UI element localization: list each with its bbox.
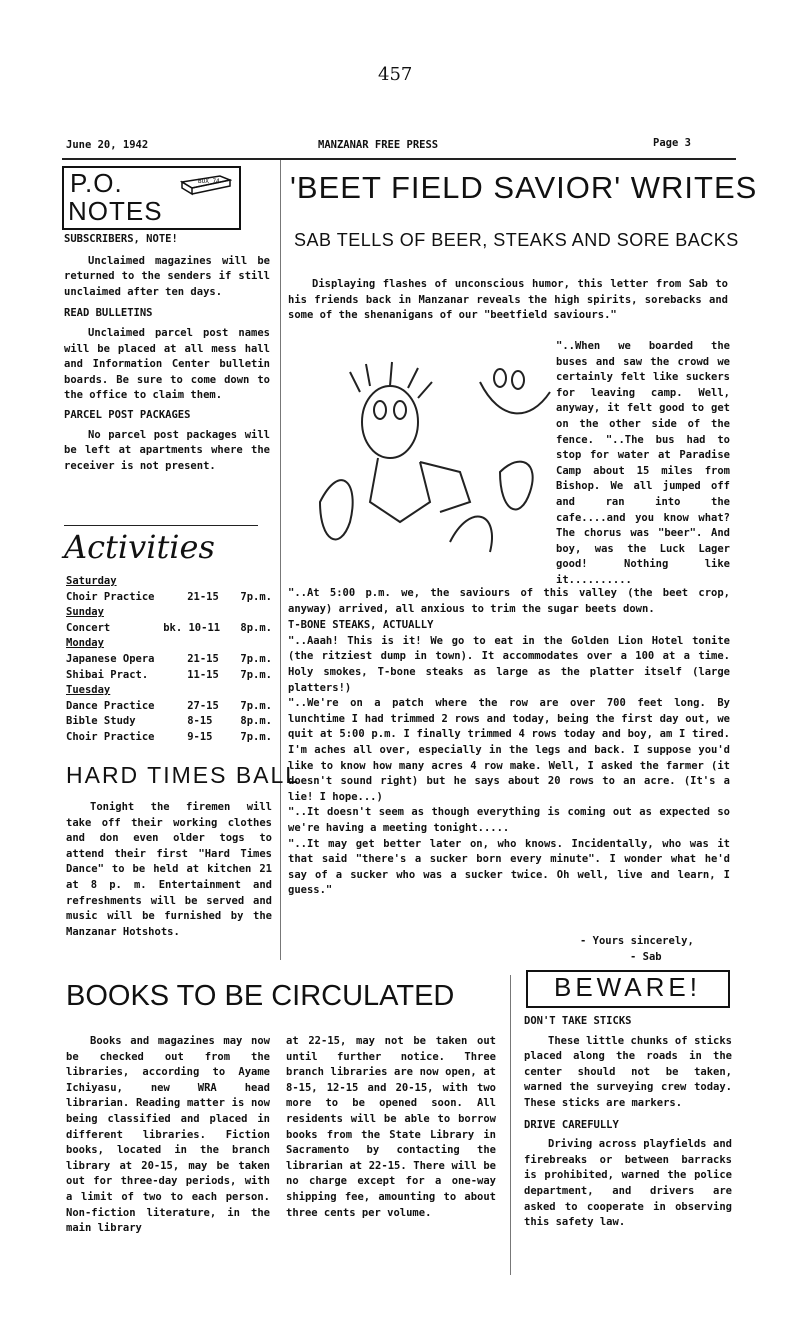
activity-name: Bible Study bbox=[66, 715, 136, 728]
books-paragraph-2: at 22-15, may not be taken out until further notice. Three branch libraries are now open, at 8-15, 12-15 and 20-15, with two more to be opened soon. All residents will be able to borrow books from the State Library in Sacramento by contacting the librarian at 22-15. There will be no charge except for a one-way shipping fee, amounting to about three cents per volume. bbox=[286, 1035, 496, 1219]
po-notes-paragraph-1: Unclaimed magazines will be returned to the senders if still unclaimed after ten days. bbox=[64, 254, 270, 298]
hard-times-title: HARD TIMES BALL bbox=[66, 762, 301, 788]
beet-paragraph-5: "..It doesn't seem as though everything is coming out as expected so we're having a meeting tonight..... bbox=[288, 806, 730, 834]
beet-signature-1: - Yours sincerely, bbox=[580, 935, 694, 947]
beware-title-box bbox=[526, 970, 730, 1008]
activity-name: Japanese Opera bbox=[66, 652, 155, 665]
activities-list bbox=[66, 574, 272, 746]
mailbox-label: BOX 74 bbox=[198, 178, 220, 185]
activity-time: 7p.m. bbox=[240, 699, 272, 712]
po-notes-body bbox=[64, 232, 270, 474]
books-column-1 bbox=[66, 1034, 270, 1237]
po-notes-heading-2: READ BULLETINS bbox=[64, 307, 153, 320]
activity-name: Concert bbox=[66, 621, 111, 634]
beet-paragraph-2: "..At 5:00 p.m. we, the saviours of this valley (the beet crop, anyway) arrived, all anxious to trim the sugar beets down. bbox=[288, 587, 730, 615]
masthead-rule bbox=[62, 158, 736, 160]
activity-place: bk. 10-11 bbox=[163, 621, 221, 634]
books-headline: BOOKS TO BE CIRCULATED bbox=[66, 980, 455, 1012]
activity-time: 8p.m. bbox=[240, 621, 272, 634]
books-paragraph-1: Books and magazines may now be checked out from the libraries, according to Ayame Ichiyasu, new WRA head librarian. Reading matter is now being classified and placed in different libraries. Fiction books, located in the branch library at 20-15, may be taken out for three-day periods, with a limit of two to each person. Non-fiction literature, in the main library bbox=[66, 1035, 270, 1235]
po-notes-heading-1: SUBSCRIBERS, NOTE! bbox=[64, 233, 178, 245]
activity-row bbox=[66, 730, 272, 746]
po-notes-title-line1: P.O. bbox=[70, 168, 123, 198]
activity-place: 27-15 bbox=[187, 699, 219, 712]
activity-name: Choir Practice bbox=[66, 730, 155, 743]
po-notes-heading-3: PARCEL POST PACKAGES bbox=[64, 408, 191, 421]
activities-day-tuesday: Tuesday bbox=[66, 684, 111, 697]
activity-row bbox=[66, 699, 272, 715]
hard-times-body bbox=[66, 800, 272, 940]
activity-time: 7p.m. bbox=[240, 668, 272, 681]
activity-place: 8-15 bbox=[187, 715, 213, 728]
beet-intro-paragraph: Displaying flashes of unconscious humor, this letter from Sab to his friends back in Manzanar reveals the high spirits, sorebacks and some of the shenanigans of our "beetfield saviours." bbox=[288, 278, 728, 322]
beware-paragraph-2: Driving across playfields and firebreaks or between barracks is prohibited, warned the police department, and drivers are asked to cooperate in observing this safety law. bbox=[524, 1138, 732, 1229]
activity-place: 9-15 bbox=[187, 730, 213, 743]
activity-place: 11-15 bbox=[187, 668, 219, 681]
beet-paragraph-4: "..We're on a patch where the row are over 700 feet long. By lunchtime I had trimmed 2 rows and today, being the first day out, we quit at 5:00 p.m. I finally trimmed 4 rows today and boy, am I tired. I'm aches all over, especially in the legs and back. I suppose you'd like to know how many acres 4 row make. Well, I asked the farmer (it doesn't sound right) but he says about 20 rows to an acre. (It's a lie! I hope...) bbox=[288, 697, 730, 803]
beet-body bbox=[288, 586, 730, 899]
beware-subhead-1: DON'T TAKE STICKS bbox=[524, 1015, 632, 1027]
activity-time: 8p.m. bbox=[240, 715, 272, 728]
beware-headline: BEWARE! bbox=[554, 972, 701, 1002]
po-notes-paragraph-2: Unclaimed parcel post names will be placed at all mess hall and Information Center bulletin boards. Be sure to come down to the office to claim them. bbox=[64, 326, 270, 402]
activity-name: Dance Practice bbox=[66, 699, 155, 712]
beware-paragraph-1: These little chunks of sticks placed along the roads in the center should not be taken, warned the surveying crew today. These sticks are markers. bbox=[524, 1034, 732, 1109]
beet-subhead-2: T-BONE STEAKS, ACTUALLY bbox=[288, 619, 434, 632]
beet-subhead: SAB TELLS OF BEER, STEAKS AND SORE BACKS bbox=[294, 230, 739, 250]
activities-day-saturday: Saturday bbox=[66, 575, 117, 587]
activity-place: 21-15 bbox=[187, 590, 219, 603]
activity-row bbox=[66, 590, 272, 606]
po-notes-title-line2: NOTES bbox=[68, 196, 163, 226]
masthead-page: Page 3 bbox=[653, 137, 691, 149]
column-rule-left bbox=[280, 160, 281, 960]
hard-times-paragraph: Tonight the firemen will take off their working clothes and don even older togs to attend their first "Hard Times Dance" to be held at kitchen 21 at 8 p. m. Entertainment and refreshments will be served and music will be furnished by the Manzanar Hotshots. bbox=[66, 801, 272, 938]
activity-time: 7p.m. bbox=[240, 590, 272, 603]
activity-name: Shibai Pract. bbox=[66, 668, 149, 681]
page-number: 457 bbox=[378, 64, 413, 85]
beet-headline: 'BEET FIELD SAVIOR' WRITES bbox=[290, 170, 758, 205]
activity-row bbox=[66, 621, 272, 637]
books-column-2 bbox=[286, 1034, 496, 1221]
po-notes-divider bbox=[64, 525, 258, 526]
beet-signature-2: - Sab bbox=[630, 951, 662, 963]
activity-time: 7p.m. bbox=[240, 730, 272, 743]
activity-row bbox=[66, 652, 272, 668]
po-notes-title-box bbox=[62, 166, 241, 230]
po-notes-paragraph-3: No parcel post packages will be left at apartments where the receiver is not present. bbox=[64, 428, 270, 472]
activity-time: 7p.m. bbox=[240, 652, 272, 665]
activity-row bbox=[66, 714, 272, 730]
beware-subhead-2: DRIVE CAREFULLY bbox=[524, 1118, 619, 1131]
mailbox-icon bbox=[180, 174, 232, 196]
activity-row bbox=[66, 668, 272, 684]
beware-body bbox=[524, 1014, 732, 1231]
masthead-paper-name: MANZANAR FREE PRESS bbox=[318, 139, 439, 151]
beet-cartoon-wrap-text bbox=[288, 339, 730, 589]
activity-name: Choir Practice bbox=[66, 590, 155, 603]
column-rule-right bbox=[510, 975, 511, 1275]
activities-day-sunday: Sunday bbox=[66, 606, 104, 619]
cartoon-float-spacer bbox=[288, 354, 556, 584]
masthead-date: June 20, 1942 bbox=[66, 139, 149, 151]
beet-paragraph-3: "..Aaah! This is it! We go to eat in the Golden Lion Hotel tonite (the ritziest dump in town). It accommodates over a 100 at a time. Holy smokes, T-bone steaks as large as the platter itself (large platters!) bbox=[288, 634, 730, 694]
beet-paragraph-1: "..When we boarded the buses and saw the crowd we certainly felt like suckers for leaving camp. Well, anyway, it felt good to get on the other side of the fence. "..The bus had to stop for water at Paradise Camp about 15 miles from Bishop. We all jumped off and ran into the cafe....and you know what? The chorus was "beer". And boy, was the Luck Lager good! Nothing like it.......... bbox=[556, 340, 730, 586]
activity-place: 21-15 bbox=[187, 652, 219, 665]
beet-intro bbox=[288, 277, 728, 324]
activities-title: Activities bbox=[64, 528, 215, 566]
beet-paragraph-6: "..It may get better later on, who knows. Incidentally, who was it that said "there's a sucker born every minute". I wonder what he'd say of a sucker who was a sucker twice. Oh well, live and learn, I guess." bbox=[288, 837, 730, 897]
activities-day-monday: Monday bbox=[66, 637, 104, 650]
